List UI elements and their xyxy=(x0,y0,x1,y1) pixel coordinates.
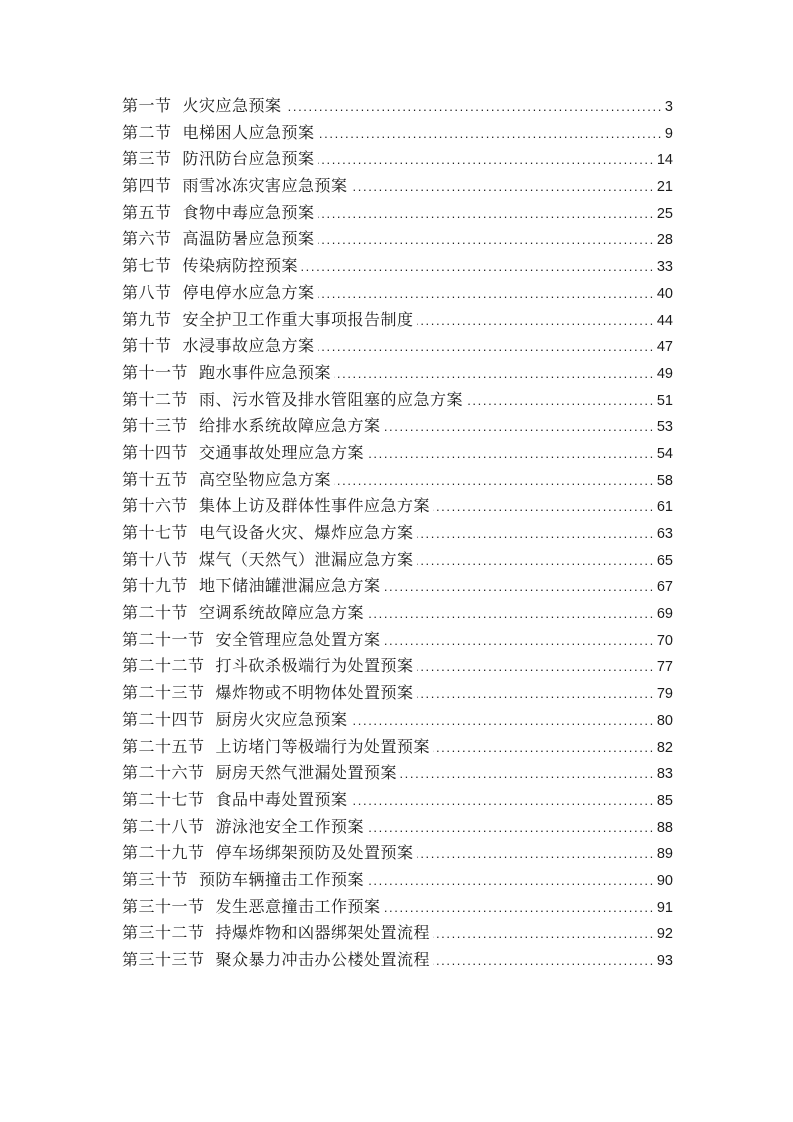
toc-entry[interactable] xyxy=(122,414,673,441)
toc-entry-title: 游泳池安全工作预案 xyxy=(215,818,365,836)
toc-entry[interactable] xyxy=(122,574,673,601)
toc-entry-page-number: 82 xyxy=(656,739,673,756)
toc-entry-section: 第十六节 xyxy=(122,498,189,516)
toc-entry[interactable] xyxy=(122,468,673,495)
dot-leader xyxy=(433,735,655,762)
toc-entry[interactable] xyxy=(122,788,673,815)
toc-entry[interactable] xyxy=(122,815,673,842)
toc-entry-section: 第十四节 xyxy=(122,444,189,462)
dot-leader xyxy=(384,895,655,922)
toc-entry-page-number: 77 xyxy=(656,659,673,676)
dot-leader xyxy=(301,254,655,281)
toc-entry-section: 第三十二节 xyxy=(122,925,205,943)
toc-entry-page-number: 3 xyxy=(664,99,673,115)
toc-entry-section: 第二十九节 xyxy=(122,845,205,863)
toc-entry[interactable] xyxy=(122,94,673,121)
toc-entry-section: 第二十三节 xyxy=(122,685,205,703)
toc-entry[interactable] xyxy=(122,308,673,335)
toc-entry[interactable] xyxy=(122,948,673,975)
dot-leader xyxy=(417,308,655,335)
toc-entry-section: 第二十八节 xyxy=(122,818,205,836)
toc-entry-title: 厨房火灾应急预案 xyxy=(215,711,348,729)
toc-entry-page-number: 69 xyxy=(656,606,673,623)
dot-leader xyxy=(384,628,655,655)
toc-entry-section: 第十节 xyxy=(122,338,172,356)
toc-entry-title: 高温防暑应急预案 xyxy=(182,231,315,249)
toc-entry-section: 第一节 xyxy=(122,98,172,115)
toc-entry-section: 第六节 xyxy=(122,231,172,249)
toc-entry-title: 火灾应急预案 xyxy=(182,98,282,115)
toc-entry-page-number: 49 xyxy=(656,365,673,382)
toc-entry-section: 第三十三节 xyxy=(122,952,205,969)
toc-entry[interactable] xyxy=(122,895,673,922)
toc-entry[interactable] xyxy=(122,494,673,521)
toc-entry-page-number: 21 xyxy=(656,179,673,196)
toc-entry-page-number: 70 xyxy=(656,632,673,649)
toc-entry-title: 安全护卫工作重大事项报告制度 xyxy=(182,311,414,329)
toc-entry-section: 第二十节 xyxy=(122,605,189,623)
toc-entry-title: 给排水系统故障应急方案 xyxy=(199,418,381,436)
toc-entry-title: 雨雪冰冻灾害应急预案 xyxy=(182,178,348,196)
toc-entry-title: 跑水事件应急预案 xyxy=(199,364,332,382)
toc-entry-page-number: 89 xyxy=(656,846,673,863)
toc-entry-page-number: 63 xyxy=(656,526,673,542)
toc-entry-section: 第九节 xyxy=(122,311,172,329)
toc-entry[interactable] xyxy=(122,654,673,681)
toc-entry[interactable] xyxy=(122,681,673,708)
table-of-contents xyxy=(122,94,673,975)
toc-entry-page-number: 28 xyxy=(656,232,673,249)
toc-entry[interactable] xyxy=(122,174,673,201)
toc-entry-section: 第十五节 xyxy=(122,471,189,489)
dot-leader xyxy=(351,788,655,815)
toc-entry[interactable] xyxy=(122,201,673,228)
dot-leader xyxy=(417,548,655,575)
toc-entry-title: 上访堵门等极端行为处置预案 xyxy=(215,738,431,756)
dot-leader xyxy=(351,174,655,201)
dot-leader xyxy=(334,468,655,495)
toc-entry-title: 空调系统故障应急方案 xyxy=(199,605,365,623)
dot-leader xyxy=(351,708,655,735)
toc-entry-title: 雨、污水管及排水管阻塞的应急方案 xyxy=(199,391,464,409)
toc-entry[interactable] xyxy=(122,628,673,655)
toc-entry-section: 第七节 xyxy=(122,258,172,276)
toc-entry[interactable] xyxy=(122,708,673,735)
dot-leader xyxy=(417,654,655,681)
toc-entry-section: 第二十一节 xyxy=(122,631,205,649)
toc-entry-section: 第十二节 xyxy=(122,391,189,409)
toc-entry-title: 安全管理应急处置方案 xyxy=(215,631,381,649)
toc-entry-page-number: 79 xyxy=(656,686,673,703)
toc-entry[interactable] xyxy=(122,761,673,788)
toc-entry-section: 第二十五节 xyxy=(122,738,205,756)
toc-entry-page-number: 61 xyxy=(656,499,673,516)
toc-entry-section: 第十三节 xyxy=(122,418,189,436)
toc-entry-page-number: 92 xyxy=(656,926,673,943)
toc-entry-page-number: 54 xyxy=(656,445,673,462)
toc-entry-title: 防汛防台应急预案 xyxy=(182,151,315,169)
toc-entry-title: 发生恶意撞击工作预案 xyxy=(215,898,381,916)
dot-leader xyxy=(417,681,655,708)
dot-leader xyxy=(318,334,655,361)
dot-leader xyxy=(318,281,655,308)
toc-entry-page-number: 33 xyxy=(656,259,673,276)
toc-entry[interactable] xyxy=(122,868,673,895)
toc-entry-section: 第五节 xyxy=(122,204,172,222)
dot-leader xyxy=(318,147,655,174)
toc-entry-section: 第十八节 xyxy=(122,551,189,569)
toc-entry[interactable] xyxy=(122,921,673,948)
toc-entry-title: 厨房天然气泄漏处置预案 xyxy=(215,765,398,783)
toc-entry-title: 水浸事故应急方案 xyxy=(182,338,315,356)
dot-leader xyxy=(466,388,655,415)
toc-entry-page-number: 58 xyxy=(656,472,673,489)
toc-entry-section: 第二十六节 xyxy=(122,765,205,783)
toc-entry-page-number: 9 xyxy=(664,125,673,142)
toc-entry-page-number: 14 xyxy=(656,152,673,169)
toc-entry-title: 煤气（天然气）泄漏应急方案 xyxy=(199,551,414,569)
toc-entry-page-number: 47 xyxy=(656,339,673,356)
dot-leader xyxy=(318,121,663,148)
toc-entry-page-number: 93 xyxy=(656,953,673,969)
toc-entry-page-number: 80 xyxy=(656,712,673,729)
dot-leader xyxy=(384,574,655,601)
toc-entry-title: 食品中毒处置预案 xyxy=(215,791,348,809)
toc-entry[interactable] xyxy=(122,735,673,762)
toc-entry-page-number: 53 xyxy=(656,419,673,436)
toc-entry-title: 聚众暴力冲击办公楼处置流程 xyxy=(215,952,431,969)
dot-leader xyxy=(318,227,655,254)
dot-leader xyxy=(384,414,655,441)
toc-entry-title: 食物中毒应急预案 xyxy=(182,204,315,222)
toc-entry-page-number: 91 xyxy=(656,899,673,916)
toc-entry-page-number: 83 xyxy=(656,766,673,783)
toc-entry[interactable] xyxy=(122,601,673,628)
toc-entry-title: 电气设备火灾、爆炸应急方案 xyxy=(199,525,414,542)
toc-entry-section: 第三十节 xyxy=(122,871,189,889)
dot-leader xyxy=(318,201,655,228)
toc-entry-title: 地下储油罐泄漏应急方案 xyxy=(199,578,381,596)
toc-entry-section: 第四节 xyxy=(122,178,172,196)
toc-entry-section: 第十一节 xyxy=(122,364,189,382)
toc-entry-page-number: 51 xyxy=(656,392,673,409)
toc-entry-page-number: 40 xyxy=(656,285,673,302)
toc-entry-title: 停车场绑架预防及处置预案 xyxy=(215,845,414,863)
toc-entry-section: 第十九节 xyxy=(122,578,189,596)
toc-entry[interactable] xyxy=(122,441,673,468)
toc-entry[interactable] xyxy=(122,521,673,548)
toc-entry-title: 爆炸物或不明物体处置预案 xyxy=(215,685,414,703)
toc-entry[interactable] xyxy=(122,147,673,174)
toc-entry[interactable] xyxy=(122,388,673,415)
dot-leader xyxy=(417,841,655,868)
toc-entry[interactable] xyxy=(122,227,673,254)
toc-entry[interactable] xyxy=(122,841,673,868)
toc-entry[interactable] xyxy=(122,361,673,388)
toc-entry-section: 第三节 xyxy=(122,151,172,169)
toc-entry-title: 停电停水应急方案 xyxy=(182,284,315,302)
toc-entry-page-number: 65 xyxy=(656,552,673,569)
toc-entry[interactable] xyxy=(122,281,673,308)
toc-entry-title: 交通事故处理应急方案 xyxy=(199,444,365,462)
dot-leader xyxy=(417,521,655,548)
toc-entry-page-number: 90 xyxy=(656,872,673,889)
toc-entry-section: 第二十二节 xyxy=(122,658,205,676)
toc-entry-page-number: 85 xyxy=(656,792,673,809)
toc-entry-section: 第二十七节 xyxy=(122,791,205,809)
toc-entry-title: 预防车辆撞击工作预案 xyxy=(199,871,365,889)
toc-entry-page-number: 44 xyxy=(656,312,673,329)
toc-entry-title: 高空坠物应急方案 xyxy=(199,471,332,489)
toc-entry-page-number: 88 xyxy=(656,819,673,836)
dot-leader xyxy=(367,601,655,628)
toc-entry-title: 传染病防控预案 xyxy=(182,258,299,276)
toc-entry[interactable] xyxy=(122,121,673,148)
toc-entry-page-number: 25 xyxy=(656,205,673,222)
dot-leader xyxy=(334,361,655,388)
toc-entry[interactable] xyxy=(122,334,673,361)
toc-entry-title: 电梯困人应急预案 xyxy=(182,124,315,142)
toc-entry-section: 第三十一节 xyxy=(122,898,205,916)
dot-leader xyxy=(367,815,655,842)
dot-leader xyxy=(400,761,655,788)
toc-entry-title: 集体上访及群体性事件应急方案 xyxy=(199,498,431,516)
dot-leader xyxy=(285,94,663,121)
toc-entry-page-number: 67 xyxy=(656,579,673,596)
dot-leader xyxy=(433,921,655,948)
dot-leader xyxy=(433,948,655,975)
dot-leader xyxy=(367,441,655,468)
toc-entry-title: 持爆炸物和凶器绑架处置流程 xyxy=(215,925,431,943)
dot-leader xyxy=(433,494,655,521)
toc-entry-section: 第八节 xyxy=(122,284,172,302)
toc-entry-section: 第十七节 xyxy=(122,525,189,542)
toc-entry-title: 打斗砍杀极端行为处置预案 xyxy=(215,658,414,676)
toc-entry-section: 第二节 xyxy=(122,124,172,142)
dot-leader xyxy=(367,868,655,895)
toc-entry-section: 第二十四节 xyxy=(122,711,205,729)
toc-entry[interactable] xyxy=(122,254,673,281)
toc-entry[interactable] xyxy=(122,548,673,575)
